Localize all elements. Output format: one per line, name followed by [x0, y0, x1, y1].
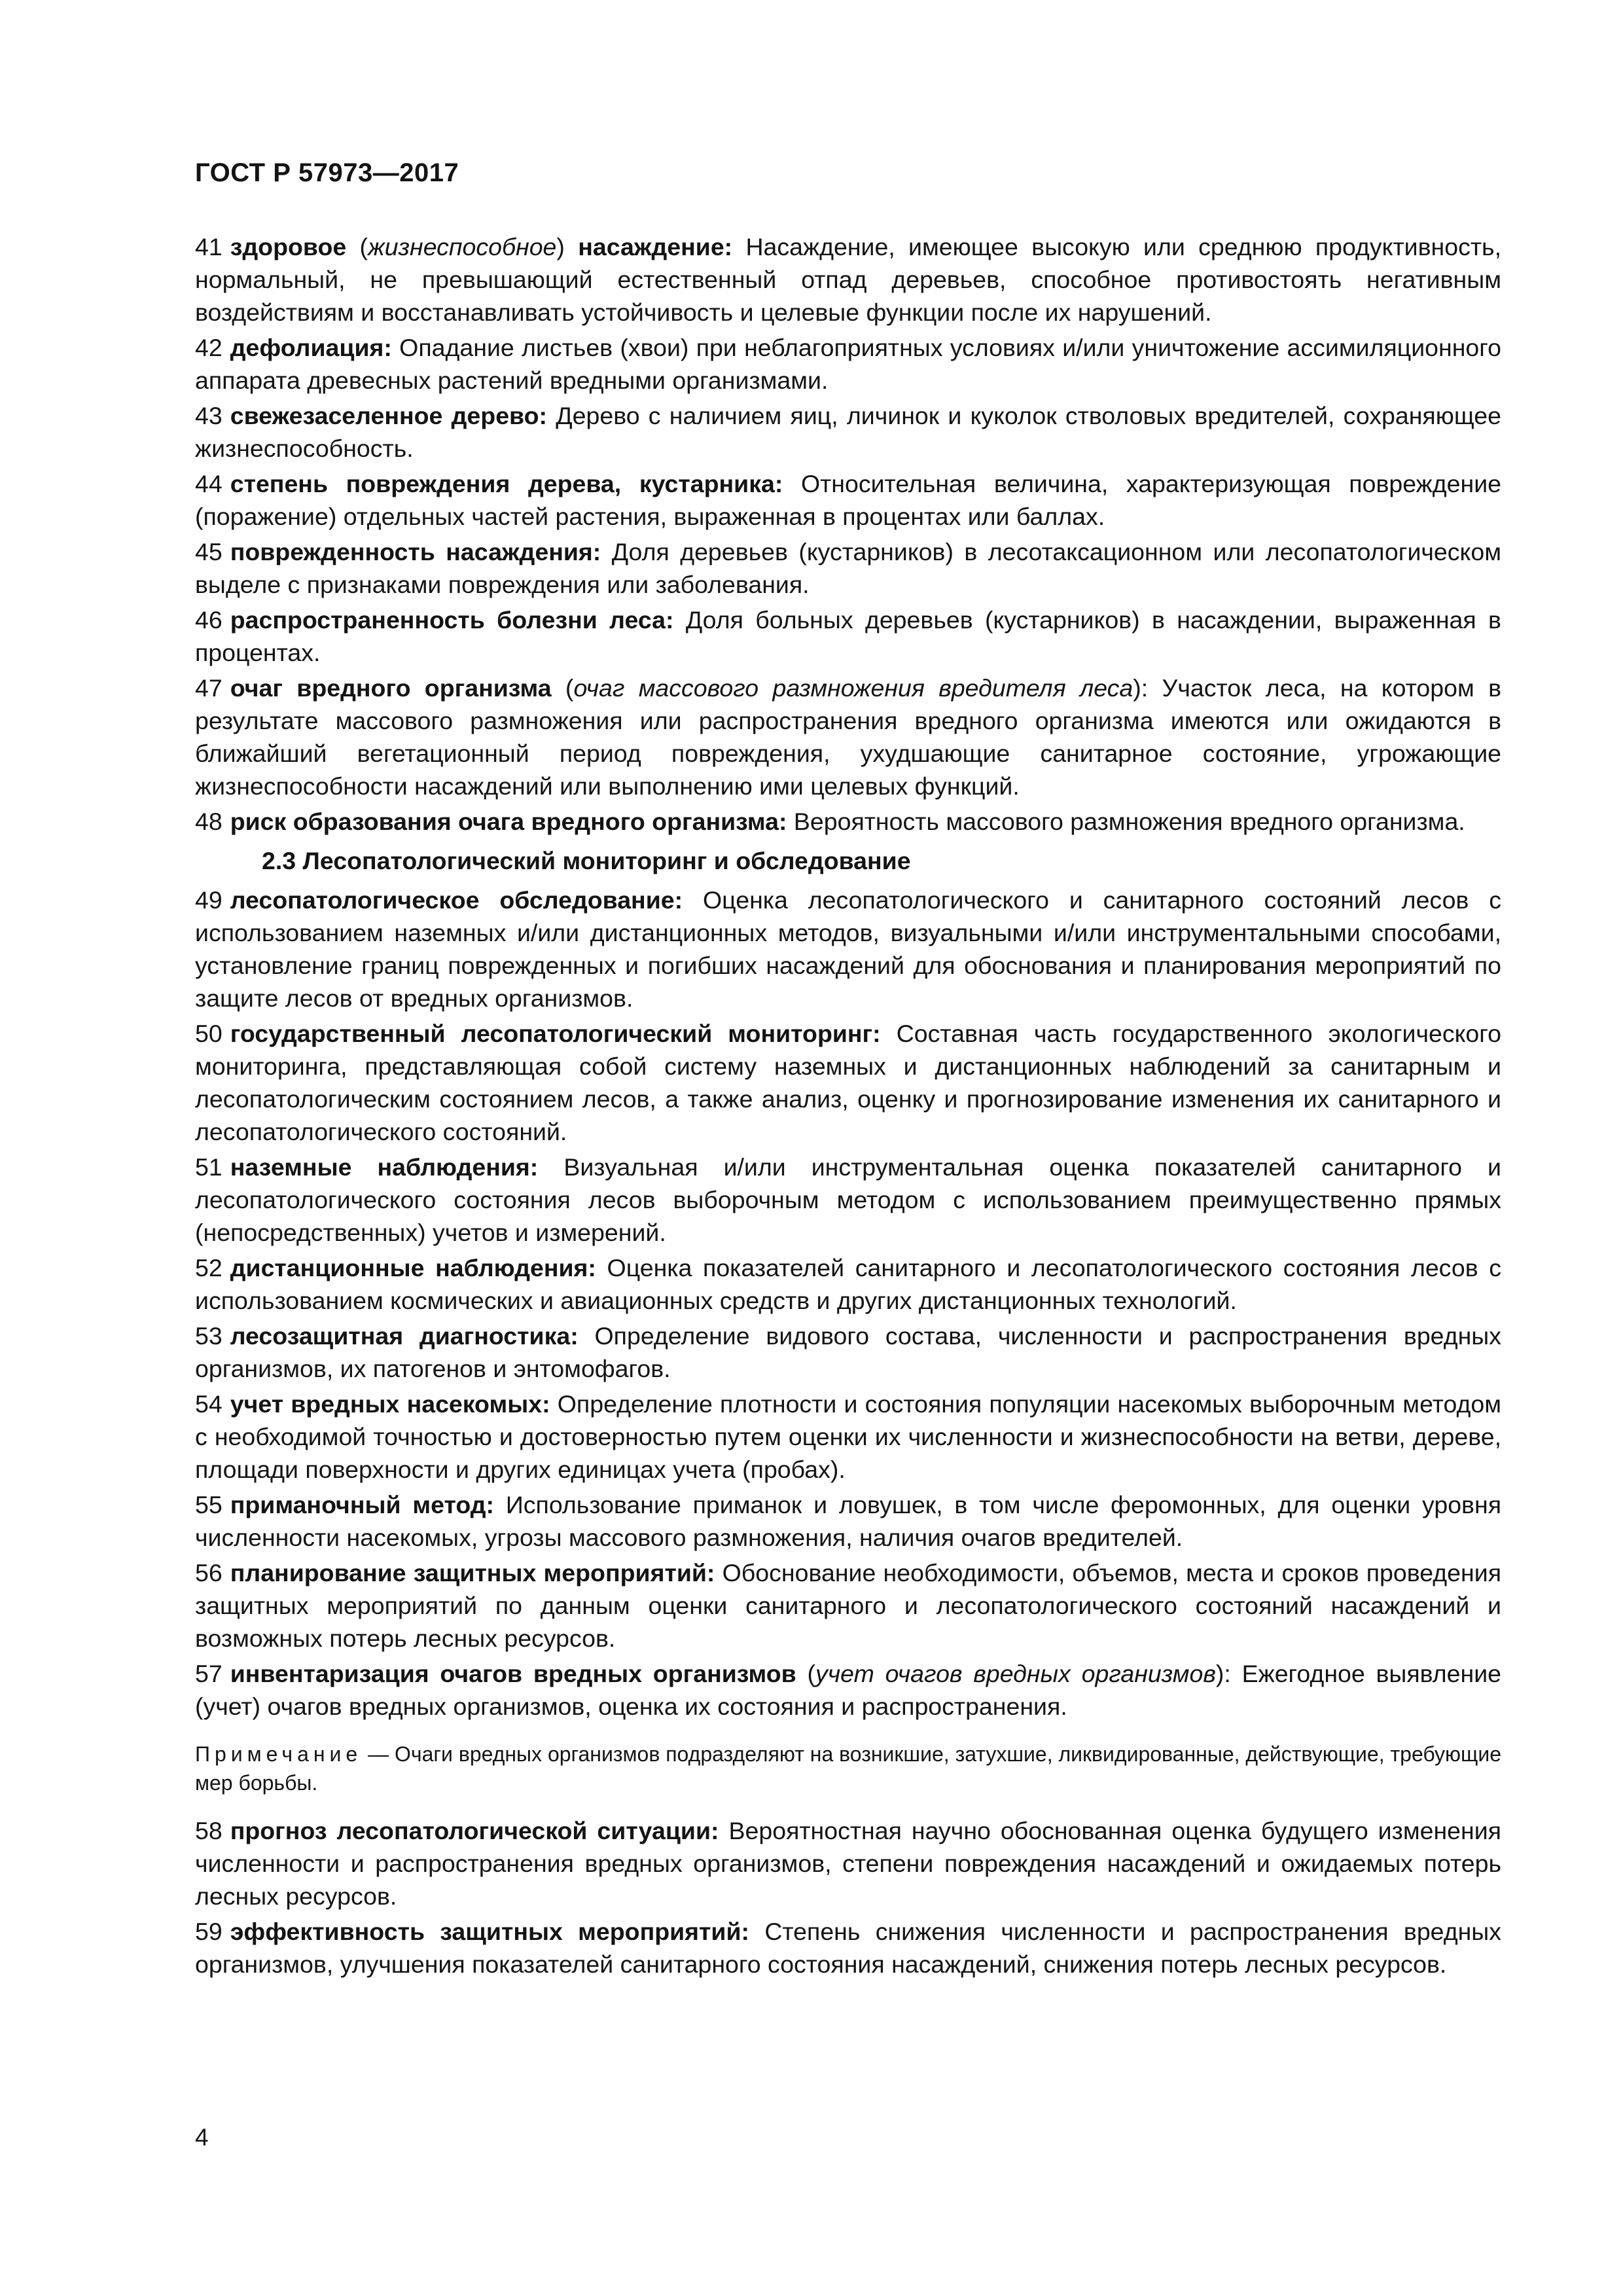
term-gap: [601, 538, 611, 565]
term-name: наземные наблюдения:: [230, 1153, 539, 1181]
term-number: 53: [195, 1322, 223, 1350]
term-definition: Опадание листьев (хвои) при неблагоприятных условиях и/или уничтожение ассимиляционного аппарата древесных растений вредными организмами.: [195, 334, 1502, 394]
term-name: здоровое: [230, 233, 347, 260]
alt-close: ): [556, 233, 565, 260]
term-entry: [195, 1151, 1501, 1249]
alt-close: ):: [1215, 1660, 1231, 1687]
term-number: 56: [195, 1559, 223, 1587]
term-definition: Использование приманок и ловушек, в том числе феромонных, для оценки уровня численности насекомых, угрозы массового размножения, наличия очагов вредителей.: [195, 1491, 1501, 1551]
term-synonym: очаг массового размножения вредителя леса: [573, 674, 1133, 702]
term-name: дефолиация:: [230, 334, 392, 361]
term-entry: [195, 1319, 1501, 1385]
term-synonym: жизнеспособное: [367, 233, 557, 260]
term-entry: [195, 1388, 1501, 1486]
term-definition: Насаждение, имеющее высокую или среднюю продуктивность, нормальный, не превышающий естественный отпад деревьев, способное противостоять негативным воздействиям и восстанавливать устойчивость и целевые функции после их нарушений.: [195, 233, 1501, 326]
term-gap: [550, 1390, 558, 1418]
term-number: 45: [195, 538, 223, 565]
term-gap: [683, 886, 703, 914]
term-number: 42: [195, 334, 223, 361]
note-label: Примечание: [195, 1742, 363, 1766]
term-number: 46: [195, 606, 223, 634]
term-gap: [787, 808, 793, 835]
term-number: 41: [195, 233, 223, 260]
term-entry: [195, 1657, 1501, 1723]
term-number: 44: [195, 470, 223, 497]
term-name: лесопатологическое обследование:: [230, 886, 683, 914]
term-name: лесозащитная диагностика:: [230, 1322, 579, 1350]
term-definition: Определение плотности и состояния популяции насекомых выборочным методом с необходимой точностью и достоверностью путем оценки их численности и жизнеспособности на ветви, дереве, площади поверхности и других единицах учета (пробах).: [195, 1390, 1501, 1483]
term-entry: [195, 1556, 1501, 1655]
term-number: 48: [195, 808, 223, 835]
term-entry: [195, 467, 1501, 533]
note-dash: —: [362, 1742, 395, 1766]
term-entry: [195, 1251, 1501, 1317]
terms-content: [195, 230, 1501, 1983]
term-entry: [195, 535, 1501, 601]
term-gap: [732, 233, 745, 260]
term-name: государственный лесопатологический мониторинг:: [230, 1020, 881, 1047]
note-text: Очаги вредных организмов подразделяют на возникшие, затухшие, ликвидированные, действующие, требующие мер борьбы.: [195, 1742, 1502, 1795]
section-title: 2.3 Лесопатологический мониторинг и обследование: [262, 847, 911, 874]
term-definition: Степень снижения численности и распространения вредных организмов, улучшения показателей санитарного состояния насаждений, снижения потерь лесных ресурсов.: [195, 1918, 1501, 1978]
term-definition: Вероятность массового размножения вредного организма.: [793, 808, 1465, 835]
term-definition: Оценка показателей санитарного и лесопатологического состояния лесов с использованием космических и авиационных средств и других дистанционных технологий.: [195, 1254, 1501, 1314]
term-definition: Оценка лесопатологического и санитарного состояний лесов с использованием наземных и/или дистанционных методов, визуальными и/или инструментальными способами, установление границ поврежденных и погибших насаждений для обоснования и планирования мероприятий по защите лесов от вредных организмов.: [195, 886, 1501, 1012]
term-definition: Составная часть государственного экологического мониторинга, представляющая собой систему наземных и дистанционных наблюдений за санитарным и лесопатологическим состоянием лесов, а также анализ, оценку и прогнозирование изменения их санитарного и лесопатологического состояний.: [195, 1020, 1501, 1145]
term-definition: Обоснование необходимости, объемов, места и сроков проведения защитных мероприятий по данным оценки санитарного и лесопатологического состояний насаждений и возможных потерь лесных ресурсов.: [195, 1559, 1502, 1652]
term-entry: [195, 1017, 1501, 1148]
term-entry: [195, 884, 1501, 1014]
alt-open: (: [346, 233, 368, 260]
term-name: приманочный метод:: [230, 1491, 495, 1518]
term-synonym: учет очагов вредных организмов: [815, 1660, 1216, 1687]
alt-close: ):: [1133, 674, 1149, 702]
terms-group-b: [195, 884, 1501, 1723]
term-entry: [195, 399, 1501, 465]
term-definition: Ежегодное выявление (учет) очагов вредных организмов, оценка их состояния и распространения.: [195, 1660, 1501, 1720]
term-gap: [715, 1559, 722, 1587]
terms-group-c: [195, 1814, 1501, 1981]
term-definition: Участок леса, на котором в результате массового размножения или распространения вредного организма имеются или ожидаются в ближайший вегетационный период повреждения, ухудшающие санитарное состояние, угрожающие жизнеспособности насаждений или выполнению ими целевых функций.: [195, 674, 1501, 800]
term-number: 59: [195, 1918, 223, 1945]
term-gap: [719, 1817, 729, 1844]
term-number: 47: [195, 674, 223, 702]
term-number: 57: [195, 1660, 223, 1687]
term-entry: [195, 331, 1501, 397]
term-name: инвентаризация очагов вредных организмов: [230, 1660, 796, 1687]
term-name: поврежденность насаждения:: [230, 538, 601, 565]
term-entry: [195, 230, 1501, 329]
term-name: риск образования очага вредного организма:: [230, 808, 787, 835]
note: [195, 1740, 1501, 1797]
term-name: свежезаселенное дерево:: [230, 402, 548, 429]
term-definition: Определение видового состава, численности и распространения вредных организмов, их патогенов и энтомофагов.: [195, 1322, 1501, 1382]
term-gap: [392, 334, 399, 361]
term-gap: [1231, 1660, 1242, 1687]
term-gap: [749, 1918, 764, 1945]
term-gap: [538, 1153, 563, 1181]
term-definition: Вероятностная научно обоснованная оценка будущего изменения численности и распространения вредных организмов, степени повреждения насаждений и ожидаемых потерь лесных ресурсов.: [195, 1817, 1501, 1910]
term-name: дистанционные наблюдения:: [230, 1254, 596, 1282]
term-number: 52: [195, 1254, 223, 1282]
term-name: учет вредных насекомых:: [230, 1390, 550, 1418]
term-entry: [195, 1814, 1501, 1912]
page-number: 4: [195, 2124, 209, 2151]
term-gap: [1148, 674, 1162, 702]
term-number: 54: [195, 1390, 223, 1418]
term-entry: [195, 1488, 1501, 1554]
term-definition: Доля больных деревьев (кустарников) в насаждении, выраженная в процентах.: [195, 606, 1501, 666]
alt-open: (: [551, 674, 574, 702]
terms-group-a: [195, 230, 1501, 838]
term-number: 49: [195, 886, 223, 914]
term-gap: [783, 470, 801, 497]
term-number: 51: [195, 1153, 223, 1181]
term-name: планирование защитных мероприятий:: [230, 1559, 715, 1587]
term-entry: [195, 1915, 1501, 1981]
term-definition: Дерево с наличием яиц, личинок и куколок стволовых вредителей, сохраняющее жизнеспособность.: [195, 402, 1501, 462]
term-entry: [195, 805, 1501, 838]
term-gap: [494, 1491, 506, 1518]
term-number: 50: [195, 1020, 223, 1047]
term-name: степень повреждения дерева, кустарника:: [230, 470, 783, 497]
term-name-tail: насаждение:: [564, 233, 733, 260]
term-gap: [579, 1322, 595, 1350]
term-gap: [674, 606, 686, 634]
term-name: очаг вредного организма: [230, 674, 552, 702]
term-gap: [596, 1254, 607, 1282]
term-name: распространенность болезни леса:: [230, 606, 674, 634]
term-number: 43: [195, 402, 223, 429]
standard-designation: ГОСТ Р 57973—2017: [195, 158, 459, 187]
term-entry: [195, 603, 1501, 669]
term-number: 55: [195, 1491, 223, 1518]
term-name: прогноз лесопатологической ситуации:: [230, 1817, 719, 1844]
alt-open: (: [796, 1660, 815, 1687]
term-entry: [195, 672, 1501, 802]
term-definition: Относительная величина, характеризующая повреждение (поражение) отдельных частей растения, выраженная в процентах или баллах.: [195, 470, 1501, 530]
term-name: эффективность защитных мероприятий:: [230, 1918, 750, 1945]
term-definition: Визуальная и/или инструментальная оценка показателей санитарного и лесопатологического состояния лесов выборочным методом с использованием преимущественно прямых (непосредственных) учетов и измерений.: [195, 1153, 1502, 1246]
term-gap: [881, 1020, 897, 1047]
term-number: 58: [195, 1817, 223, 1844]
term-definition: Доля деревьев (кустарников) в лесотаксационном или лесопатологическом выделе с признаками повреждения или заболевания.: [195, 538, 1501, 598]
term-gap: [547, 402, 556, 429]
